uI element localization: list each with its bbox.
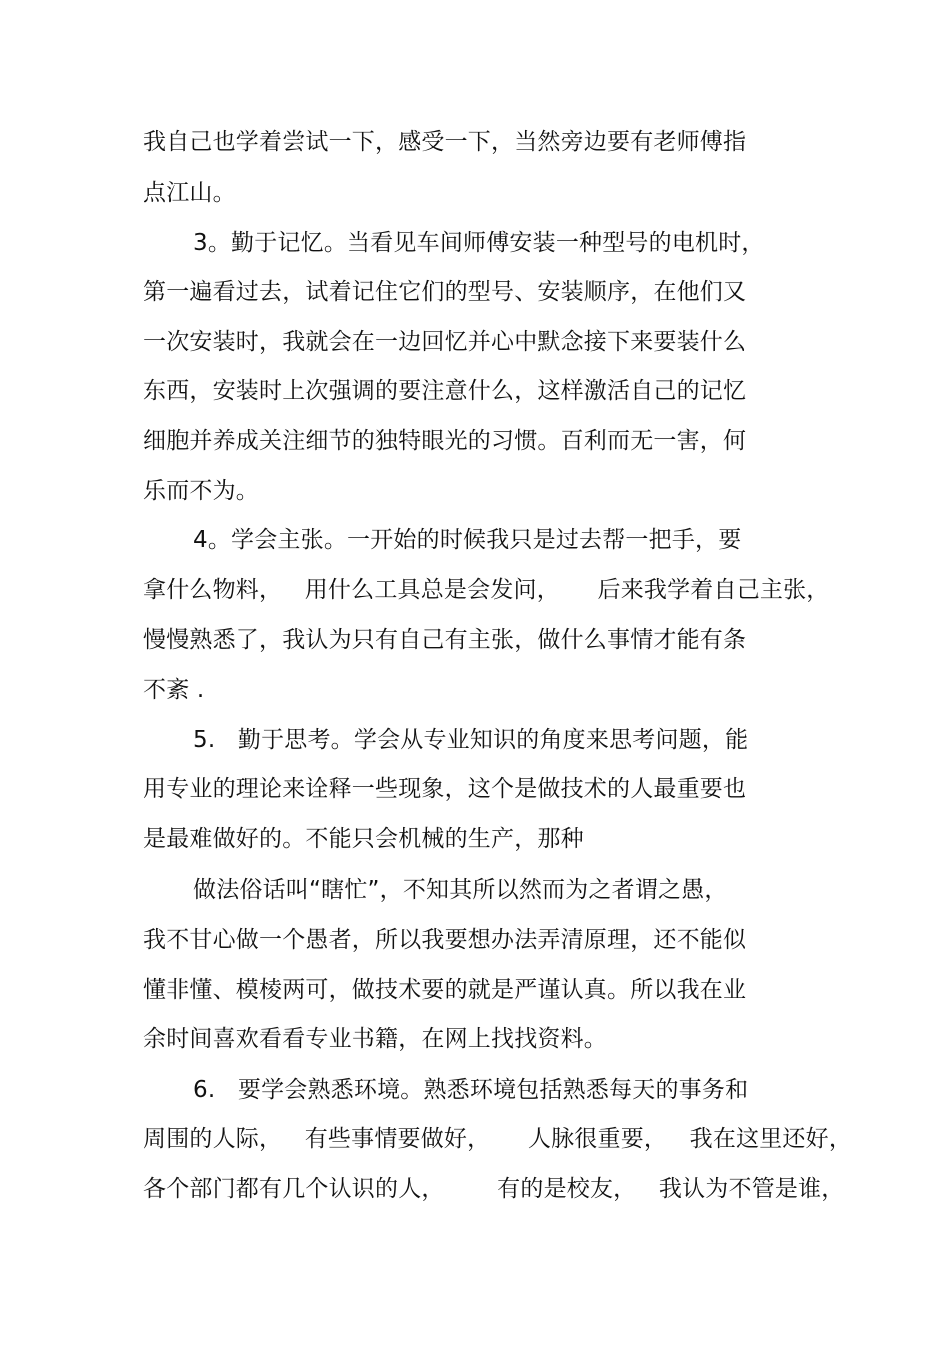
text-line: 一次安装时，我就会在一边回忆并心中默念接下来要装什么 bbox=[143, 329, 747, 355]
text-line: 第一遍看过去，试着记住它们的型号、安装顺序，在他们又 bbox=[143, 279, 747, 305]
text-line: 用专业的理论来诠释一些现象，这个是做技术的人最重要也 bbox=[143, 776, 747, 802]
text-line: 5. 勤于思考。学会从专业知识的角度来思考问题，能 bbox=[193, 727, 749, 753]
text-line: 各个部门都有几个认识的人， 有的是校友， 我认为不管是谁， bbox=[143, 1176, 845, 1202]
text-line: 不紊 . bbox=[143, 677, 205, 703]
text-line: 乐而不为。 bbox=[143, 478, 259, 504]
text-line: 我不甘心做一个愚者，所以我要想办法弄清原理，还不能似 bbox=[143, 927, 747, 953]
text-line: 拿什么物料， 用什么工具总是会发问， 后来我学着自己主张， bbox=[143, 577, 830, 603]
text-line: 慢慢熟悉了，我认为只有自己有主张，做什么事情才能有条 bbox=[143, 627, 747, 653]
text-line: 是最难做好的。不能只会机械的生产，那种 bbox=[143, 826, 584, 852]
text-line: 6. 要学会熟悉环境。熟悉环境包括熟悉每天的事务和 bbox=[193, 1077, 749, 1103]
text-line: 点江山。 bbox=[143, 180, 236, 206]
text-line: 懂非懂、模棱两可，做技术要的就是严谨认真。所以我在业 bbox=[143, 977, 747, 1003]
text-line: 3。勤于记忆。当看见车间师傅安装一种型号的电机时， bbox=[193, 230, 765, 256]
text-line: 4。学会主张。一开始的时候我只是过去帮一把手，要 bbox=[193, 527, 742, 553]
text-line: 东西，安装时上次强调的要注意什么，这样激活自己的记忆 bbox=[143, 378, 747, 404]
text-line: 余时间喜欢看看专业书籍，在网上找找资料。 bbox=[143, 1026, 607, 1052]
text-line: 做法俗话叫“瞎忙”，不知其所以然而为之者谓之愚， bbox=[193, 877, 728, 903]
text-line: 我自己也学着尝试一下，感受一下，当然旁边要有老师傅指 bbox=[143, 129, 747, 155]
text-line: 细胞并养成关注细节的独特眼光的习惯。百利而无一害，何 bbox=[143, 428, 747, 454]
text-line: 周围的人际， 有些事情要做好， 人脉很重要， 我在这里还好， bbox=[143, 1126, 853, 1152]
